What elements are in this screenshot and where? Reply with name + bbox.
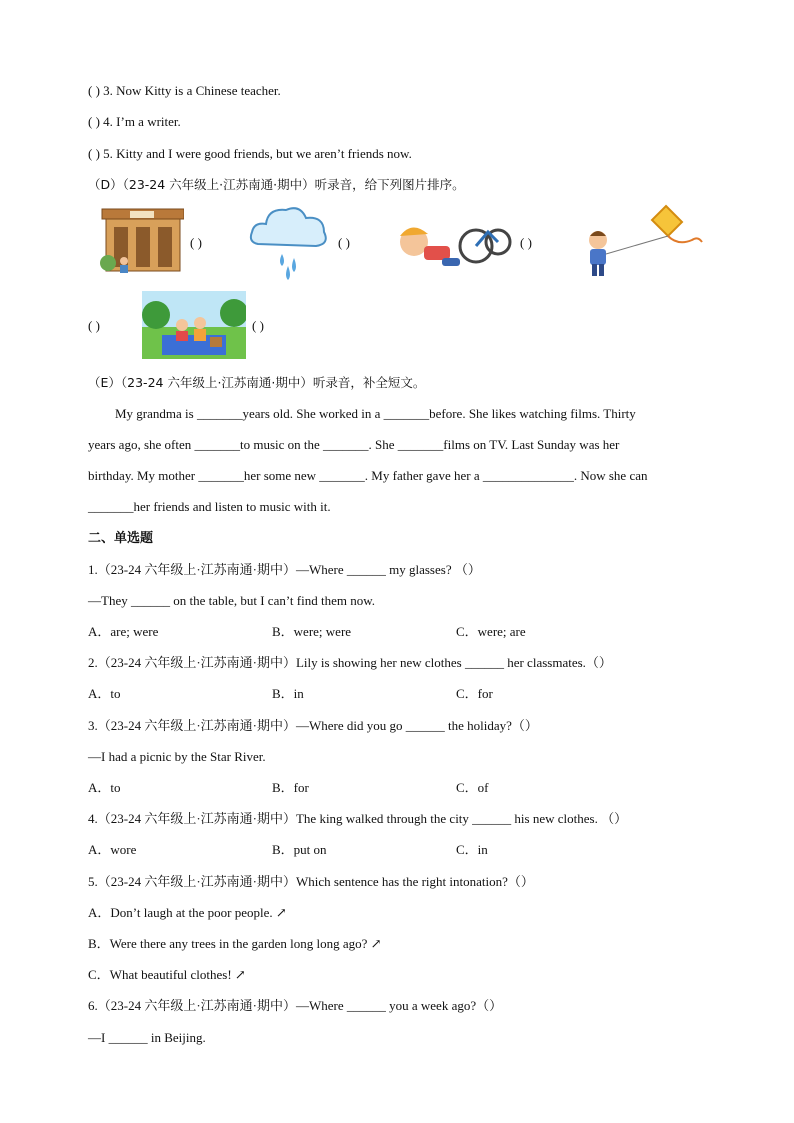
listening-item-4: ( ) 4. I’m a writer. (88, 114, 181, 129)
library-picture (94, 205, 184, 275)
question-6-line-2: —I ______ in Beijing. (88, 1030, 206, 1045)
order-bracket-3[interactable]: ( ) (520, 235, 532, 250)
passage-line-3: birthday. My mother _______her some new _______. My father gave her a ______________. Now she can (88, 468, 648, 483)
option-5b[interactable]: B．Were there any trees in the garden long long ago? ↗ (88, 936, 382, 951)
option-1b[interactable]: B．were; were (272, 624, 352, 639)
order-bracket-2[interactable]: ( ) (338, 235, 350, 250)
section-title: 二、单选题 (88, 531, 154, 546)
part-e-heading: （E）（23-24 六年级上·江苏南通·期中）听录音，补全短文。 (88, 375, 426, 390)
question-4: 4.（23-24 六年级上·江苏南通·期中）The king walked through the city ______ his new clothes. （） (88, 811, 628, 826)
passage-line-1: My grandma is _______years old. She worked in a _______before. She likes watching films. Thirty (115, 406, 636, 421)
listening-item-3: ( ) 3. Now Kitty is a Chinese teacher. (88, 83, 281, 98)
question-3: 3.（23-24 六年级上·江苏南通·期中）—Where did you go ______ the holiday?（） (88, 718, 538, 733)
question-6: 6.（23-24 六年级上·江苏南通·期中）—Where ______ you a week ago?（） (88, 998, 503, 1013)
option-4a[interactable]: A．wore (88, 842, 137, 857)
option-3a[interactable]: A．to (88, 780, 121, 795)
question-2: 2.（23-24 六年级上·江苏南通·期中）Lily is showing her new clothes ______ her classmates.（） (88, 655, 612, 670)
order-bracket-4[interactable]: ( ) (88, 318, 100, 333)
option-4b[interactable]: B．put on (272, 842, 327, 857)
question-1: 1.（23-24 六年级上·江苏南通·期中）—Where ______ my glasses? （） (88, 562, 481, 577)
picnic-picture (142, 291, 246, 359)
option-5c[interactable]: C．What beautiful clothes! ↗ (88, 967, 246, 982)
option-1a[interactable]: A．are; were (88, 624, 159, 639)
listening-item-5: ( ) 5. Kitty and I were good friends, but we aren’t friends now. (88, 146, 412, 161)
option-1c[interactable]: C．were; are (456, 624, 526, 639)
order-bracket-5[interactable]: ( ) (252, 318, 264, 333)
passage-line-2: years ago, she often _______to music on the _______. She _______films on TV. Last Sunday was her (88, 437, 620, 452)
rain-cloud-picture (246, 200, 330, 280)
question-5: 5.（23-24 六年级上·江苏南通·期中）Which sentence has the right intonation?（） (88, 874, 534, 889)
option-3b[interactable]: B．for (272, 780, 309, 795)
question-3-line-2: —I had a picnic by the Star River. (88, 749, 266, 764)
option-5a[interactable]: A．Don’t laugh at the poor people. ↗ (88, 905, 287, 920)
fly-kite-picture (582, 202, 704, 282)
passage-line-4: _______her friends and listen to music with it. (88, 499, 331, 514)
fall-off-bike-picture (392, 206, 514, 276)
option-2b[interactable]: B．in (272, 686, 304, 701)
option-2a[interactable]: A．to (88, 686, 121, 701)
order-bracket-1[interactable]: ( ) (190, 235, 202, 250)
option-3c[interactable]: C．of (456, 780, 489, 795)
option-2c[interactable]: C．for (456, 686, 493, 701)
part-d-heading: （D）（23-24 六年级上·江苏南通·期中）听录音，给下列图片排序。 (88, 177, 465, 192)
option-4c[interactable]: C．in (456, 842, 488, 857)
question-1-line-2: —They ______ on the table, but I can’t find them now. (88, 593, 376, 608)
